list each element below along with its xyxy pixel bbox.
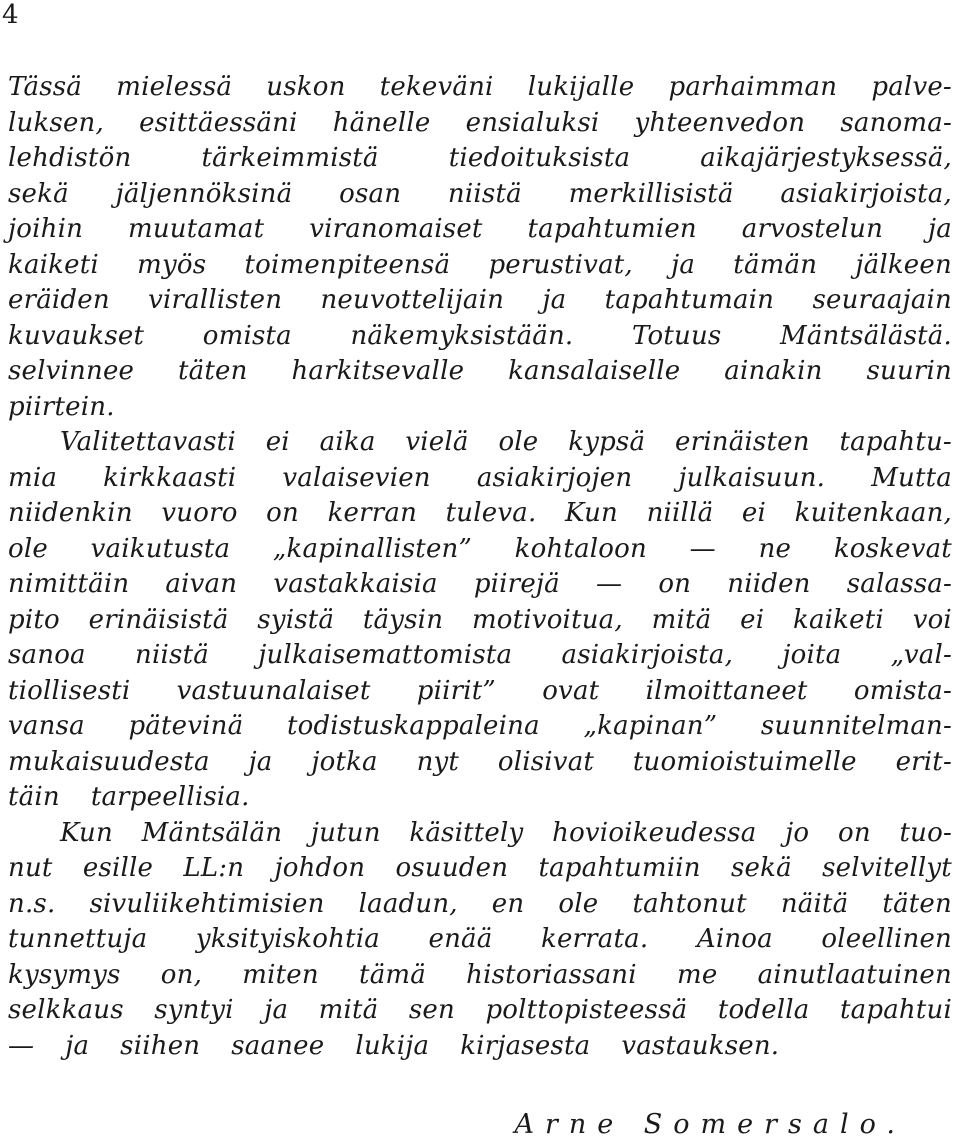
- text-line: mukaisuudesta ja jotka nyt olisivat tuomioistuimelle erit-: [8, 746, 952, 777]
- text-line: luksen, esittäessäni hänelle ensialuksi yhteenvedon sanoma-: [8, 107, 952, 138]
- text-line: nut esille LL:n johdon osuuden tapahtumiin sekä selvitellyt: [8, 853, 952, 883]
- text-line: mia kirkkaasti valaisevien asiakirjojen julkaisuun. Mutta: [8, 462, 952, 493]
- text-line: sanoa niistä julkaisemattomista asiakirjoista, joita „val-: [8, 640, 952, 670]
- text-line: selkkaus syntyi ja mitä sen polttopisteessä todella tapahtui: [8, 995, 952, 1025]
- text-line: Kun Mäntsälän jutun käsittely hovioikeudessa jo on tuo-: [60, 817, 952, 848]
- text-line: tiollisesti vastuunalaiset piirit” ovat ilmoittaneet omista-: [8, 675, 952, 706]
- text-line: täin tarpeellisia.: [8, 782, 250, 812]
- text-line: piirtein.: [8, 391, 115, 422]
- text-line: eräiden virallisten neuvottelijain ja tapahtumain seuraajain: [8, 285, 952, 315]
- text-line: Valitettavasti ei aika vielä ole kypsä erinäisten tapahtu-: [60, 427, 952, 457]
- text-line: kysymys on, miten tämä historiassani me ainutlaatuinen: [8, 959, 952, 990]
- text-line: n.s. sivuliikehtimisien laadun, en ole tahtonut näitä täten: [8, 888, 952, 919]
- text-line: niidenkin vuoro on kerran tuleva. Kun niillä ei kuitenkaan,: [8, 498, 952, 528]
- text-line: sekä jäljennöksinä osan niistä merkillisistä asiakirjoista,: [8, 178, 952, 209]
- text-line: nimittäin aivan vastakkaisia piirejä — on niiden salassa-: [8, 569, 952, 599]
- body-text: [8, 70, 952, 1064]
- text-line: kuvaukset omista näkemyksistään. Totuus Mäntsälästä.: [8, 320, 952, 351]
- text-line: ole vaikutusta „kapinallisten” kohtaloon — ne koskevat: [8, 533, 952, 564]
- text-line: kaiketi myös toimenpiteensä perustivat, ja tämän jälkeen: [8, 249, 952, 280]
- text-line: pito erinäisistä syistä täysin motivoitua, mitä ei kaiketi voi: [8, 604, 952, 635]
- signature: Arne Somersalo.: [514, 1109, 906, 1140]
- text-line: selvinnee täten harkitsevalle kansalaiselle ainakin suurin: [8, 356, 952, 386]
- text-line: lehdistön tärkeimmistä tiedoituksista aikajärjestyksessä,: [8, 143, 952, 173]
- text-line: — ja siihen saanee lukija kirjasesta vastauksen.: [8, 1030, 780, 1061]
- page-number: 4: [2, 0, 19, 30]
- text-line: tunnettuja yksityiskohtia enää kerrata. Ainoa oleellinen: [8, 924, 952, 954]
- text-line: Tässä mielessä uskon tekeväni lukijalle parhaimman palve-: [8, 72, 952, 102]
- text-line: joihin muutamat viranomaiset tapahtumien arvostelun ja: [8, 214, 952, 244]
- text-line: vansa pätevinä todistuskappaleina „kapinan” suunnitelman-: [8, 711, 952, 741]
